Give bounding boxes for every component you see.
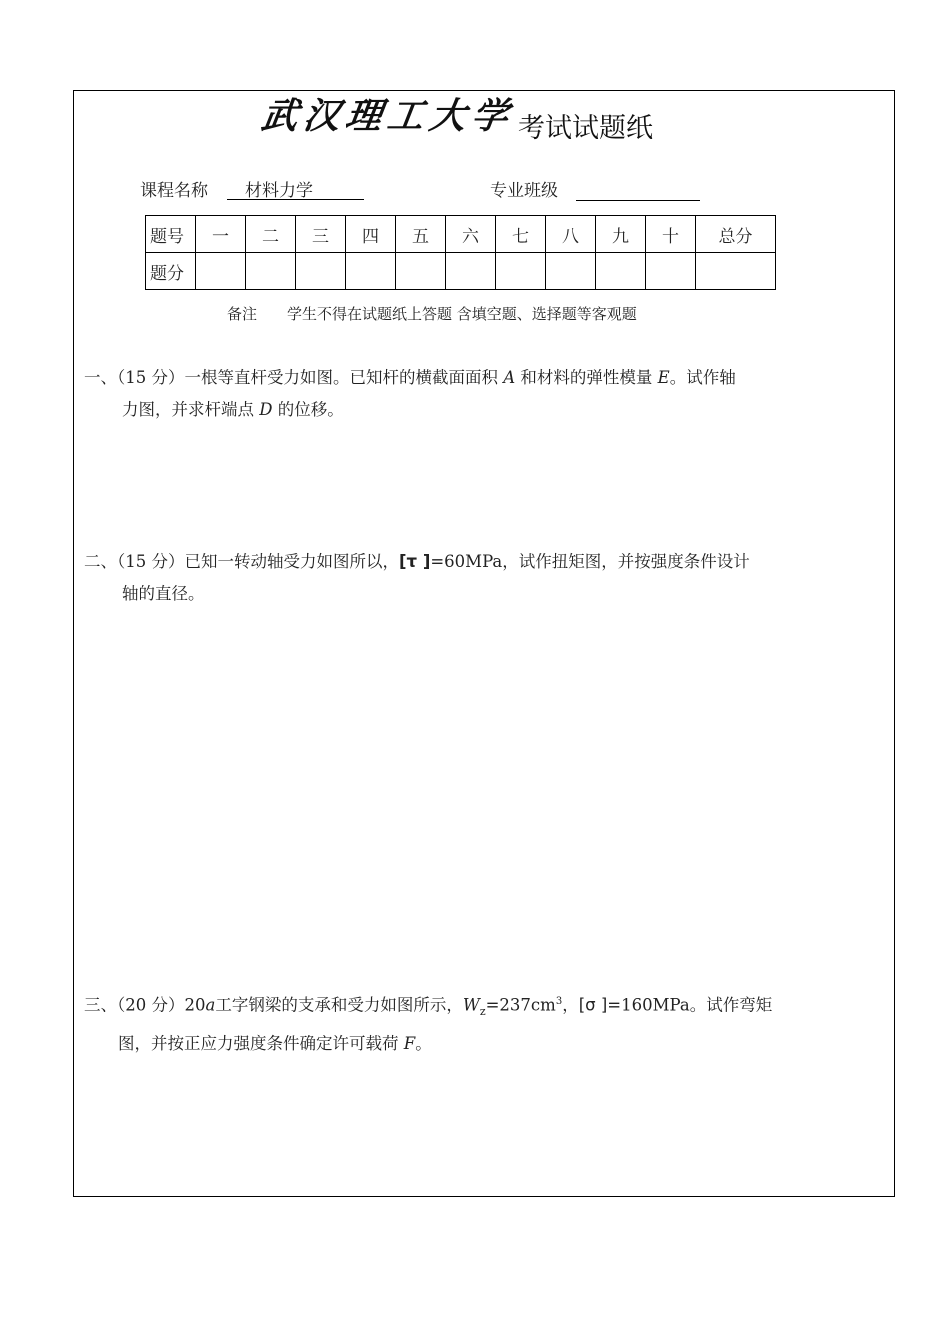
column-header: 二 <box>246 216 296 253</box>
question-text: 已知一转动轴受力如图所以， <box>184 552 399 571</box>
question-number: 一、 <box>84 368 117 387</box>
column-header: 一 <box>196 216 246 253</box>
note-text: 学生不得在试题纸上答题 含填空题、选择题等客观题 <box>287 305 637 323</box>
score-cell <box>346 253 396 290</box>
score-cell <box>196 253 246 290</box>
variable: D <box>259 400 273 419</box>
section-modulus-symbol: W <box>462 995 480 1015</box>
course-name-value: 材料力学 <box>227 176 364 200</box>
question-number-row <box>146 216 776 253</box>
score-cell <box>296 253 346 290</box>
question-2 <box>84 546 834 610</box>
question-text: ， <box>562 995 579 1015</box>
exam-title <box>258 88 654 148</box>
question-3 <box>84 986 834 1060</box>
variable: a <box>205 995 216 1015</box>
question-text: 。 <box>415 1033 432 1053</box>
subscript: z <box>479 1004 486 1018</box>
column-header: 三 <box>296 216 346 253</box>
question-text: 。试作轴 <box>669 368 736 387</box>
score-cell <box>496 253 546 290</box>
column-header: 五 <box>396 216 446 253</box>
score-table <box>145 215 776 290</box>
column-header: 十 <box>646 216 696 253</box>
score-cell <box>696 253 776 290</box>
score-cell <box>646 253 696 290</box>
score-row <box>146 253 776 290</box>
question-points: （20 分） <box>117 995 185 1015</box>
question-text: =237cm <box>485 995 556 1015</box>
score-cell <box>596 253 646 290</box>
question-1 <box>84 362 834 426</box>
question-number: 二、 <box>84 552 117 571</box>
column-header: 九 <box>596 216 646 253</box>
question-points: （15 分） <box>117 368 185 387</box>
class-value <box>576 176 700 201</box>
score-cell <box>446 253 496 290</box>
exam-paper-subtitle: 考试试题纸 <box>518 113 654 144</box>
question-points: （15 分） <box>117 552 185 571</box>
question-text: 一根等直杆受力如图。已知杆的横截面面积 <box>184 368 498 387</box>
variable: F <box>403 1033 416 1053</box>
question-text: 的位移。 <box>277 400 344 419</box>
question-number: 三、 <box>84 995 117 1015</box>
superscript: 3 <box>555 996 563 1007</box>
question-text: 和材料的弹性模量 <box>520 368 653 387</box>
allowable-normal-stress: [σ ] <box>578 995 608 1015</box>
question-text: 轴的直径。 <box>122 584 205 603</box>
school-name: 武汉理工大学 <box>258 95 517 137</box>
class-label: 专业班级 <box>490 181 558 201</box>
question-text: 图，并按正应力强度条件确定许可载荷 <box>118 1033 399 1053</box>
column-header: 八 <box>546 216 596 253</box>
allowable-shear-stress: [τ ] <box>399 552 431 571</box>
question-text: =60MPa，试作扭矩图，并按强度条件设计 <box>430 552 750 571</box>
question-text: 力图，并求杆端点 <box>122 400 254 419</box>
row-label: 题分 <box>146 253 196 290</box>
course-name-label: 课程名称 <box>140 181 208 201</box>
column-header: 六 <box>446 216 496 253</box>
score-cell <box>546 253 596 290</box>
score-cell <box>246 253 296 290</box>
row-label: 题号 <box>146 216 196 253</box>
question-text: =160MPa。试作弯矩 <box>607 995 773 1015</box>
note-label: 备注 <box>227 305 258 323</box>
question-text: 工字钢梁的支承和受力如图所示， <box>215 995 463 1015</box>
column-header: 四 <box>346 216 396 253</box>
note <box>227 303 637 324</box>
score-cell <box>396 253 446 290</box>
variable: E <box>657 368 670 387</box>
column-header: 七 <box>496 216 546 253</box>
question-text: 20 <box>184 995 206 1015</box>
variable: A <box>503 368 516 387</box>
column-header: 总分 <box>696 216 776 253</box>
